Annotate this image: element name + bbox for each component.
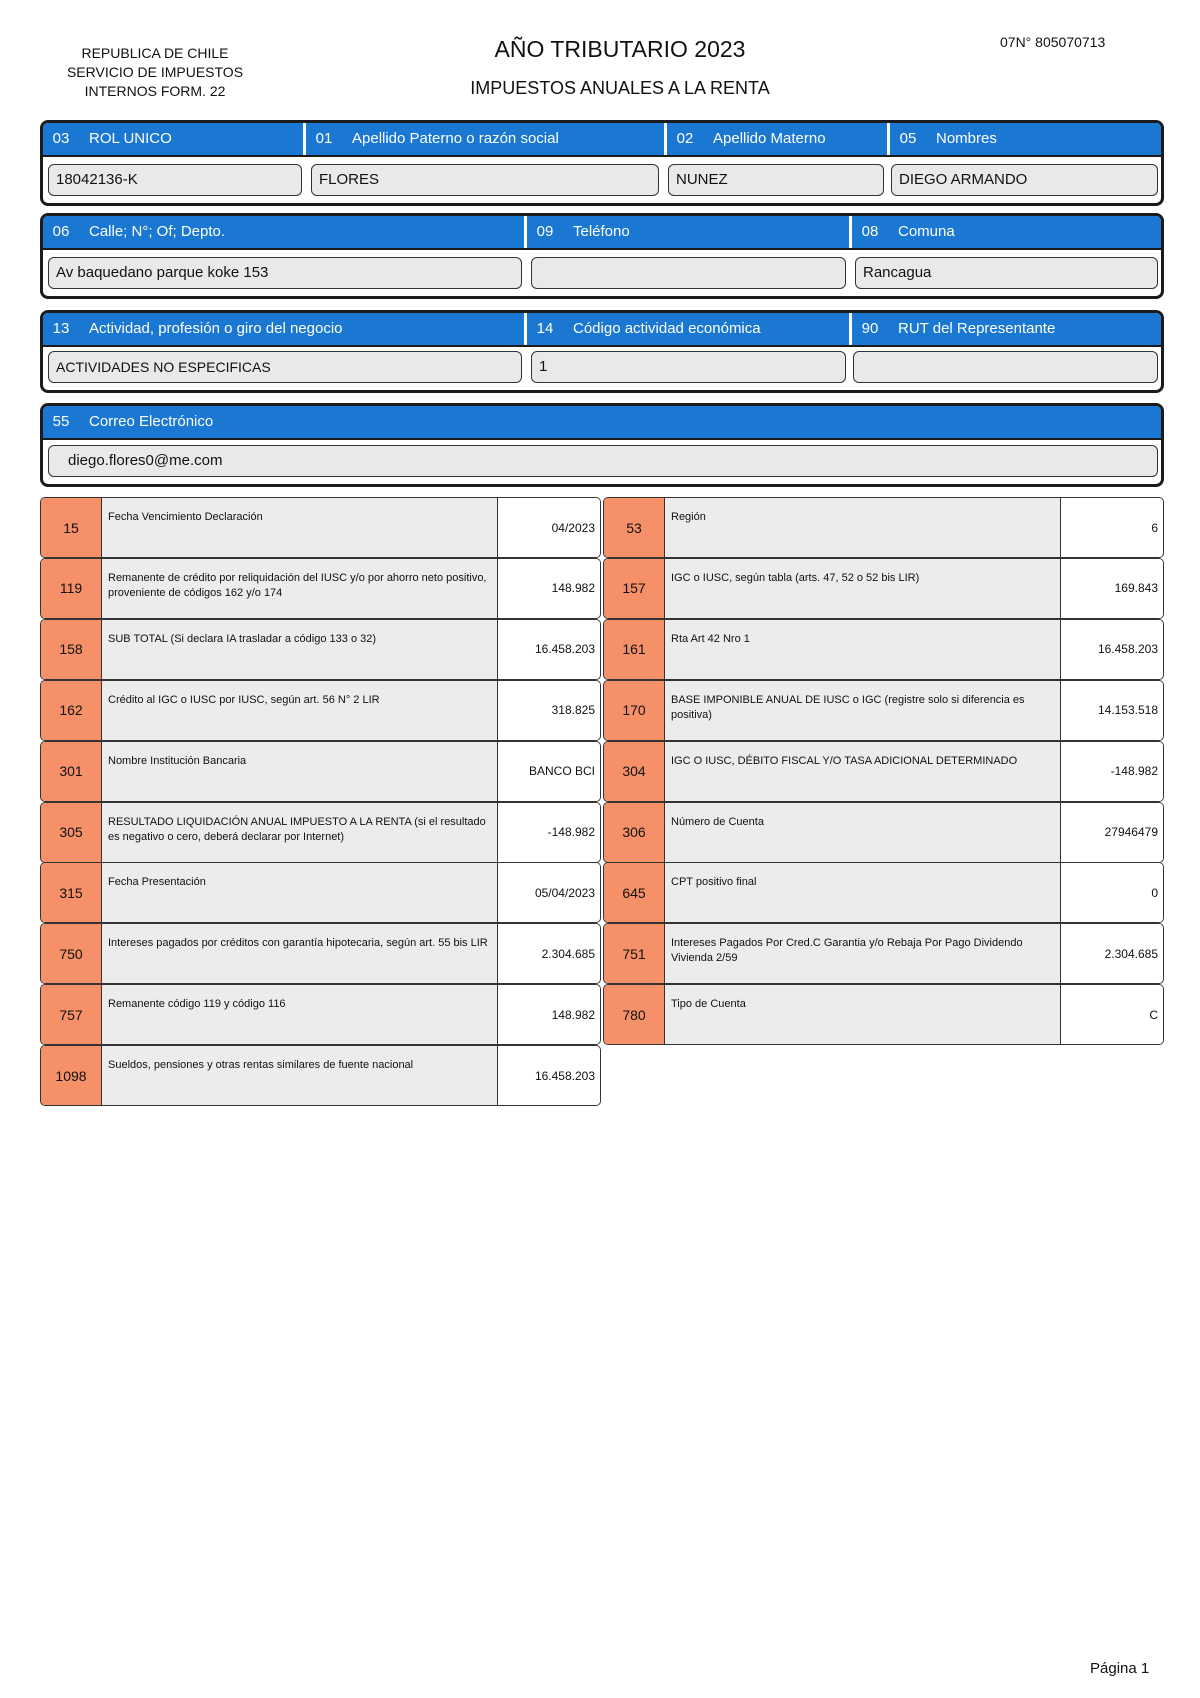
code-row	[603, 862, 1164, 923]
actividad-label: Actividad, profesión o giro del negocio	[89, 320, 343, 337]
code-number: 53	[604, 498, 665, 557]
code-number: 751	[604, 924, 665, 983]
code-number: 1098	[41, 1046, 102, 1105]
code-description: Remanente código 119 y código 116	[108, 998, 286, 1011]
correo-header	[43, 406, 1161, 438]
apellido-materno-label: Apellido Materno	[713, 130, 826, 147]
form-title: AÑO TRIBUTARIO 2023	[494, 36, 746, 62]
code-description: Fecha Presentación	[108, 876, 206, 889]
code-number: 750	[41, 924, 102, 983]
code-value[interactable]: 14.153.518	[1060, 681, 1163, 740]
code-value[interactable]: 2.304.685	[497, 924, 600, 983]
calle-field[interactable]: Av baquedano parque koke 153	[48, 257, 522, 289]
code-value[interactable]: 169.843	[1060, 559, 1163, 618]
activity-section	[40, 310, 1164, 393]
code-row	[40, 741, 601, 802]
calle-code: 06	[52, 223, 70, 240]
apellido-paterno-label: Apellido Paterno o razón social	[352, 130, 559, 147]
apellido-materno-code: 02	[676, 130, 694, 147]
code-description: Tipo de Cuenta	[671, 998, 746, 1011]
code-number: 301	[41, 742, 102, 801]
actividad-code: 13	[52, 320, 70, 337]
calle-header	[43, 216, 524, 248]
identity-header-bar	[43, 123, 1161, 157]
code-number: 757	[41, 985, 102, 1044]
rut-header	[43, 123, 305, 155]
code-value[interactable]: 04/2023	[497, 498, 600, 557]
code-value[interactable]: 0	[1060, 863, 1163, 922]
code-value[interactable]: 148.982	[497, 559, 600, 618]
rut-field[interactable]: 18042136-K	[48, 164, 302, 196]
comuna-label: Comuna	[898, 223, 955, 240]
code-description: BASE IMPONIBLE ANUAL DE IUSC o IGC (registre solo si diferencia es positiva)	[671, 693, 1025, 721]
code-description: Región	[671, 511, 706, 523]
correo-label: Correo Electrónico	[89, 413, 214, 430]
calle-label: Calle; N°; Of; Depto.	[89, 223, 226, 240]
code-value[interactable]: 05/04/2023	[497, 863, 600, 922]
code-row	[603, 497, 1164, 558]
telefono-header	[527, 216, 837, 248]
page-number: Página 1	[1090, 1660, 1150, 1677]
code-row	[40, 680, 601, 741]
code-row	[40, 923, 601, 984]
codigo-actividad-label: Código actividad económica	[573, 320, 761, 337]
code-description: Crédito al IGC o IUSC por IUSC, según art. 56 N° 2 LIR	[108, 693, 380, 706]
form-subtitle: IMPUESTOS ANUALES A LA RENTA	[470, 78, 770, 98]
code-value[interactable]: -148.982	[497, 803, 600, 862]
code-description: Remanente de crédito por reliquidación del IUSC y/o por ahorro neto positivo, proveniente de códigos 162 y/o 174	[108, 571, 487, 599]
issuer-line-3: INTERNOS FORM. 22	[84, 83, 226, 99]
code-description: Rta Art 42 Nro 1	[671, 632, 750, 645]
code-number: 645	[604, 863, 665, 922]
code-value[interactable]: 16.458.203	[1060, 620, 1163, 679]
actividad-field[interactable]: ACTIVIDADES NO ESPECIFICAS	[48, 351, 522, 383]
code-row	[603, 680, 1164, 741]
code-value[interactable]: -148.982	[1060, 742, 1163, 801]
code-description: CPT positivo final	[671, 876, 757, 889]
code-description: Intereses pagados por créditos con garantía hipotecaria, según art. 55 bis LIR	[108, 937, 488, 950]
code-row	[603, 558, 1164, 619]
rut-representante-code: 90	[861, 320, 879, 337]
apellido-paterno-field[interactable]: FLORES	[311, 164, 659, 196]
code-value[interactable]: C	[1060, 985, 1163, 1044]
code-number: 305	[41, 803, 102, 862]
code-number: 158	[41, 620, 102, 679]
code-value[interactable]: BANCO BCI	[497, 742, 600, 801]
address-section	[40, 213, 1164, 299]
code-value[interactable]: 2.304.685	[1060, 924, 1163, 983]
code-value[interactable]: 148.982	[497, 985, 600, 1044]
identity-section	[40, 120, 1164, 206]
code-number: 306	[604, 803, 665, 862]
code-number: 170	[604, 681, 665, 740]
code-value[interactable]: 16.458.203	[497, 620, 600, 679]
code-value[interactable]: 16.458.203	[497, 1046, 600, 1105]
codes-grid	[40, 497, 1164, 1100]
issuer-line-1: REPUBLICA DE CHILE	[81, 45, 229, 61]
code-description: Nombre Institución Bancaria	[108, 754, 247, 767]
comuna-header	[852, 216, 1162, 248]
nombres-field[interactable]: DIEGO ARMANDO	[891, 164, 1158, 196]
telefono-label: Teléfono	[573, 223, 630, 240]
code-description: IGC o IUSC, según tabla (arts. 47, 52 o 52 bis LIR)	[671, 571, 920, 584]
apellido-materno-field[interactable]: NUNEZ	[668, 164, 884, 196]
code-value[interactable]: 318.825	[497, 681, 600, 740]
telefono-code: 09	[536, 223, 554, 240]
code-number: 304	[604, 742, 665, 801]
apellido-materno-header	[667, 123, 887, 155]
code-description: IGC O IUSC, DÉBITO FISCAL Y/O TASA ADICIONAL DETERMINADO	[671, 754, 1018, 767]
code-row	[603, 802, 1164, 863]
code-row	[40, 862, 601, 923]
correo-code: 55	[52, 413, 70, 430]
code-number: 315	[41, 863, 102, 922]
codigo-actividad-field[interactable]: 1	[531, 351, 846, 383]
code-row	[40, 497, 601, 558]
address-header-bar	[43, 216, 1161, 250]
contact-header-bar	[43, 406, 1161, 440]
code-description: SUB TOTAL (Si declara IA trasladar a código 133 o 32)	[108, 632, 377, 645]
code-row	[40, 1045, 601, 1106]
contact-section	[40, 403, 1164, 487]
code-number: 162	[41, 681, 102, 740]
activity-header-bar	[43, 313, 1161, 347]
comuna-code: 08	[861, 223, 879, 240]
nombres-code: 05	[899, 130, 917, 147]
code-value[interactable]: 6	[1060, 498, 1163, 557]
code-description: Número de Cuenta	[671, 815, 764, 828]
rut-representante-header	[852, 313, 1162, 345]
code-number: 119	[41, 559, 102, 618]
code-number: 161	[604, 620, 665, 679]
nombres-header	[890, 123, 1160, 155]
code-number: 780	[604, 985, 665, 1044]
code-row	[603, 741, 1164, 802]
code-number: 15	[41, 498, 102, 557]
nombres-label: Nombres	[936, 130, 997, 147]
code-value[interactable]: 27946479	[1060, 803, 1163, 862]
apellido-paterno-code: 01	[315, 130, 333, 147]
code-row	[603, 619, 1164, 680]
correo-field[interactable]: diego.flores0@me.com	[48, 445, 1158, 477]
code-row	[603, 984, 1164, 1045]
code-row	[40, 802, 601, 863]
actividad-header	[43, 313, 524, 345]
rut-representante-label: RUT del Representante	[898, 320, 1056, 337]
code-description: Intereses Pagados Por Cred.C Garantia y/o Rebaja Por Pago Dividendo Vivienda 2/59	[671, 937, 1023, 965]
apellido-paterno-header	[306, 123, 664, 155]
code-row	[40, 984, 601, 1045]
code-row	[40, 558, 601, 619]
rut-code: 03	[52, 130, 70, 147]
issuer-line-2: SERVICIO DE IMPUESTOS	[66, 64, 244, 80]
code-row	[603, 923, 1164, 984]
codigo-actividad-code: 14	[536, 320, 554, 337]
rut-label: ROL UNICO	[89, 130, 172, 147]
folio-number: 07N° 805070713	[1000, 34, 1106, 50]
code-description: Sueldos, pensiones y otras rentas similares de fuente nacional	[108, 1059, 414, 1072]
code-number: 157	[604, 559, 665, 618]
comuna-field[interactable]: Rancagua	[855, 257, 1158, 289]
code-description: Fecha Vencimiento Declaración	[108, 511, 263, 523]
codigo-actividad-header	[527, 313, 837, 345]
code-description: RESULTADO LIQUIDACIÓN ANUAL IMPUESTO A LA RENTA (si el resultado es negativo o cero, deberá declarar por Internet)	[108, 815, 486, 843]
code-row	[40, 619, 601, 680]
rut-representante-field[interactable]	[853, 351, 1158, 383]
telefono-field[interactable]	[531, 257, 846, 289]
